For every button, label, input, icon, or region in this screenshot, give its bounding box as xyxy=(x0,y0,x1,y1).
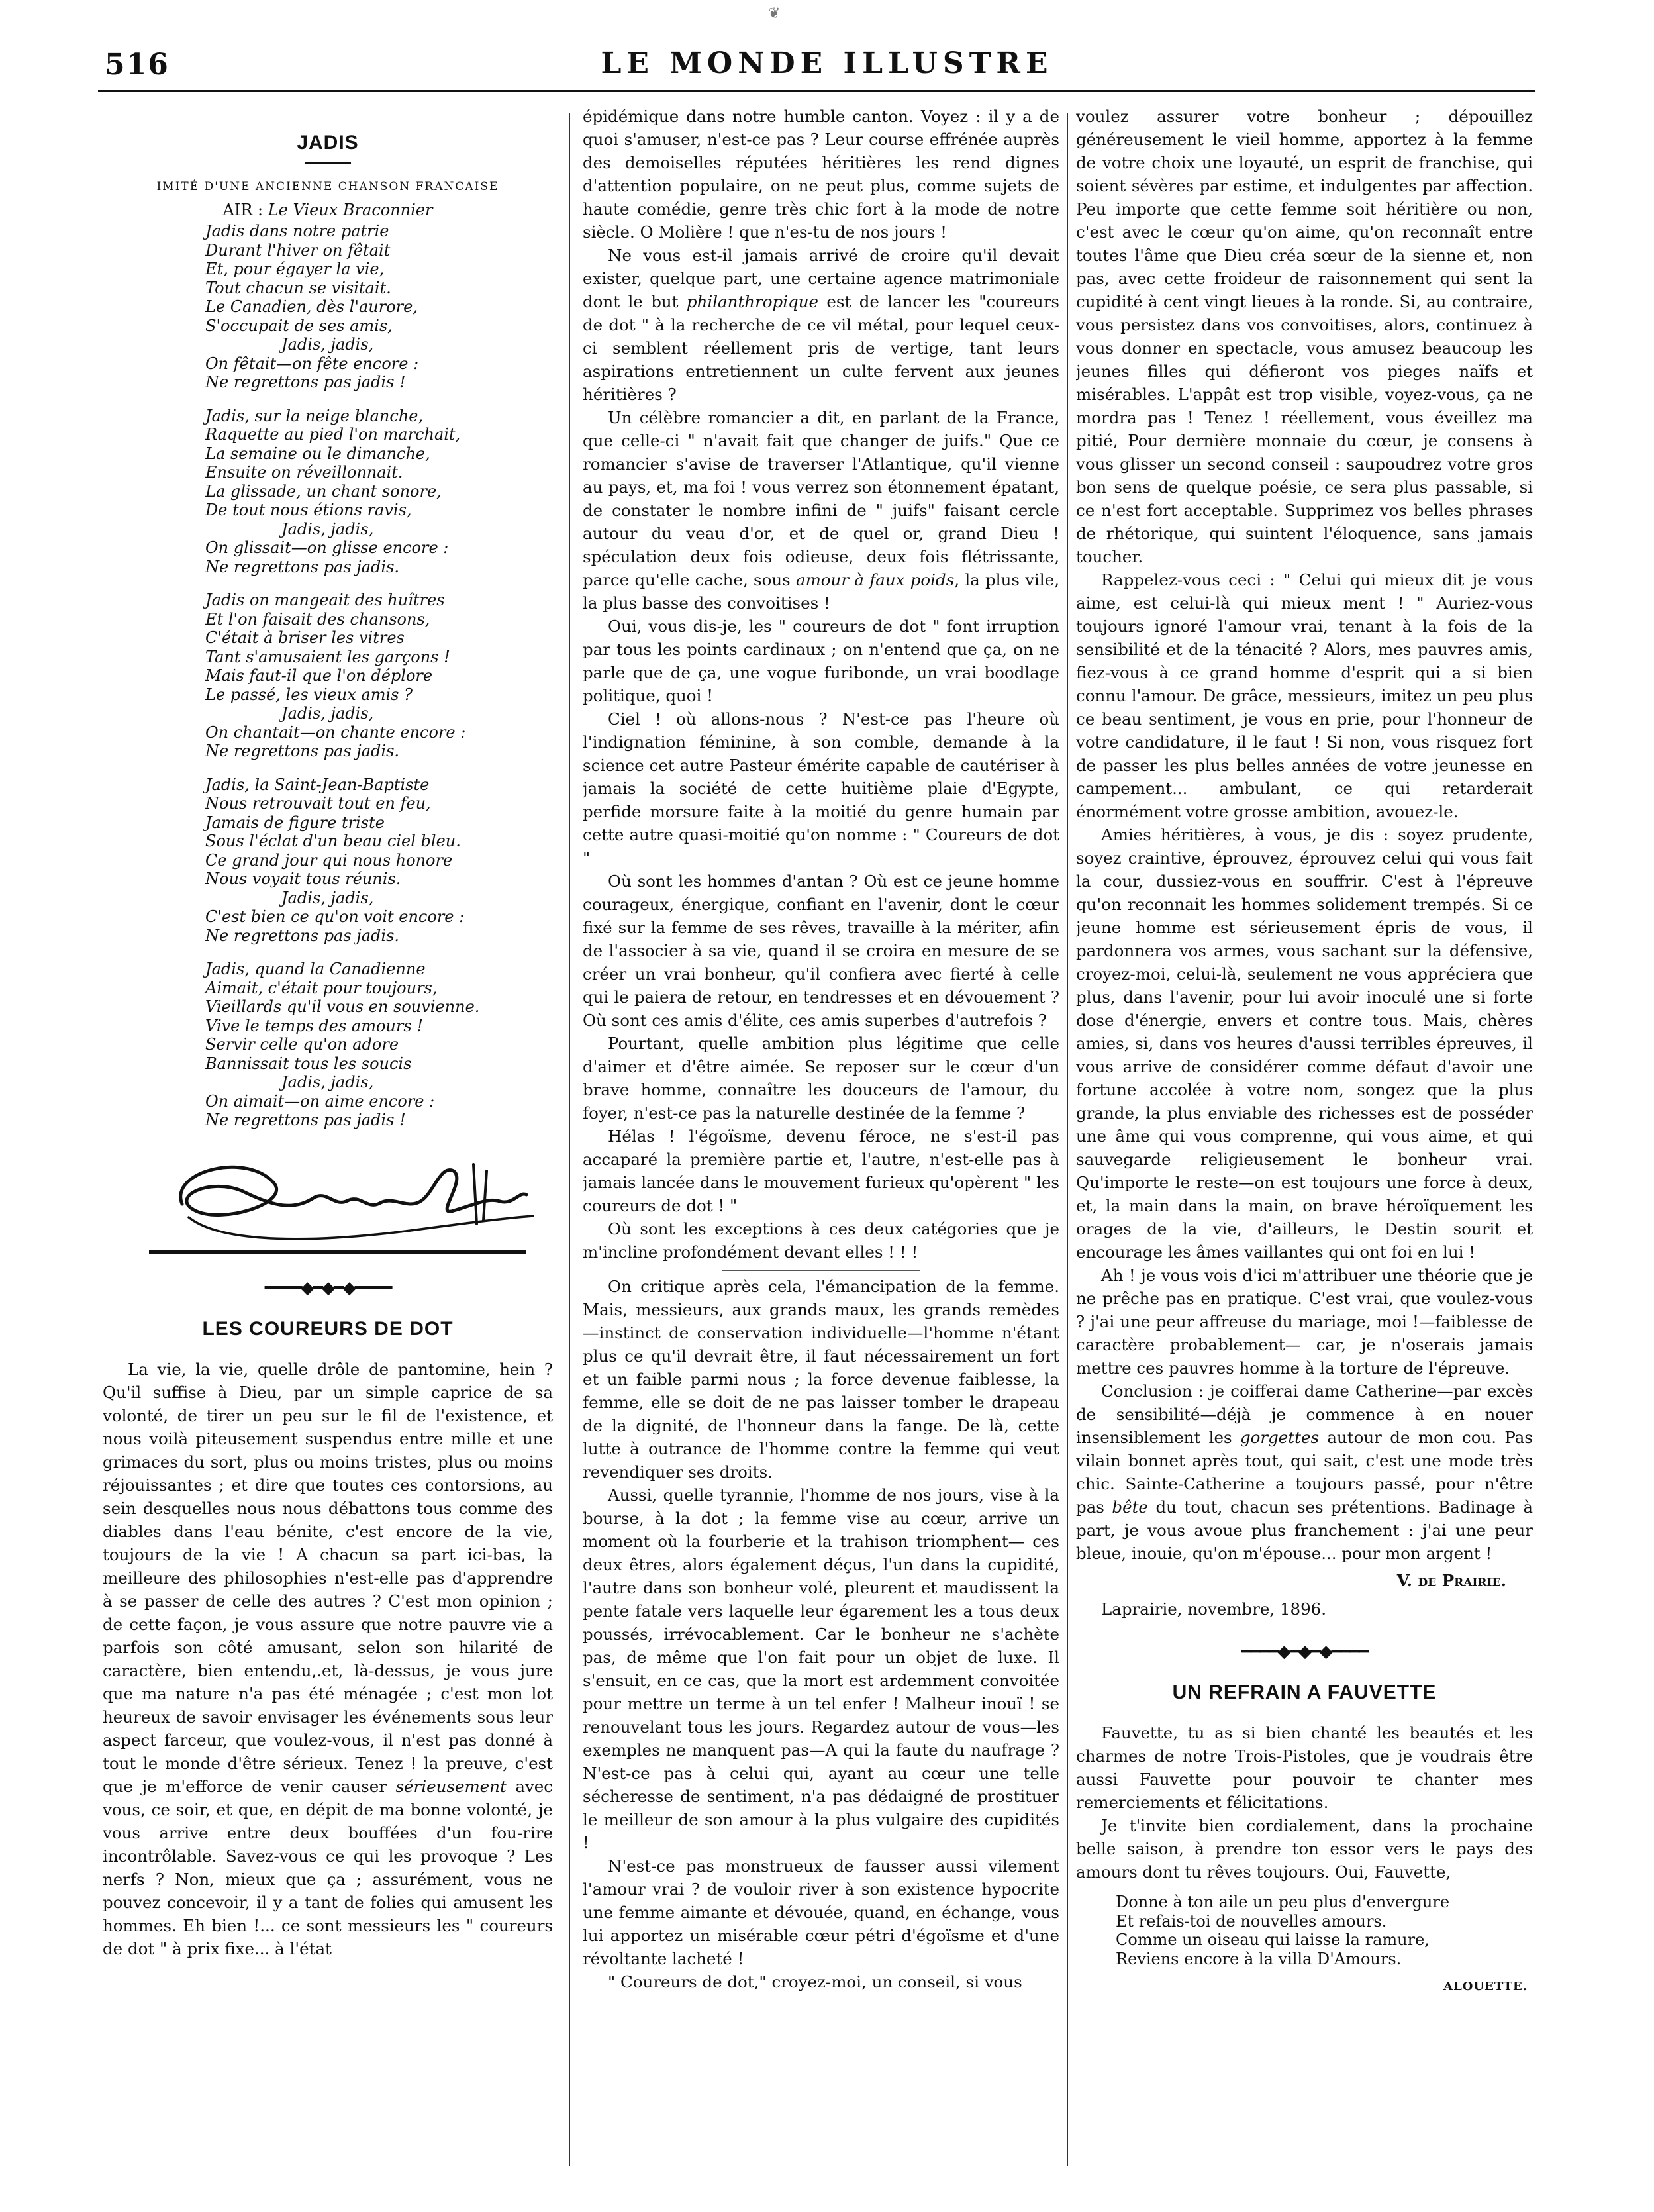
poem-line: Vive le temps des amours ! xyxy=(205,1016,423,1035)
paragraph: N'est-ce pas monstrueux de fausser aussi vilement l'amour vrai ? de vouloir river à son existence hypocrite une femme aimante et dévouée, quand, en échange, vous lui apportez un misérable cœur pétri d'égoïsme et d'une révoltante lacheté ! xyxy=(583,1856,1059,1968)
place-date: Laprairie, novembre, 1896. xyxy=(1101,1599,1327,1619)
paragraph: Où sont les exceptions à ces deux catégories que je m'incline profondément devant elles ! ! ! xyxy=(583,1219,1059,1262)
poem-line: Servir celle qu'on adore xyxy=(205,1035,399,1054)
poem-line: Et l'on faisait des chansons, xyxy=(205,609,430,628)
poem-line: Jadis dans notre patrie xyxy=(205,222,389,240)
ornament-divider: ━━━━◆━◆━◆━━━━ xyxy=(1241,1642,1368,1662)
poem-line: Et, pour égayer la vie, xyxy=(205,260,385,278)
poem-line: Ne regrettons pas jadis ! xyxy=(205,1111,406,1129)
paragraph: " Coureurs de dot," croyez-moi, un conseil, si vous xyxy=(608,1972,1022,1991)
poem-line: Tant s'amusaient les garçons ! xyxy=(205,647,450,666)
paragraph: La vie, la vie, quelle drôle de pantomine, hein ? Qu'il suffise à Dieu, par un simple caprice de sa volonté, de tirer un peu sur le fil de l'existence, et nous voilà piteusement suspendus entre mille et une grimaces du sort, plus ou moins tristes, plus ou moins réjouissantes ; et dire que toutes ces contorsions, au sein desquelles nous nous débattons tous comme des diables dans l'eau bénite, c'est encore de la vie, toujours de la vie ! A chacun sa part ici-bas, la meilleure des philosophies n'est-elle pas d'apprendre à se passer de celle des autres ? C'est mon opinion ; de cette façon, je vous assure que notre pauvre vie a parfois son côté amusant, selon son hilarité de caractère, bien entendu,.et, là-dessus, je vous jure que ma nature n'a pas été ménagée ; c'est mon lot heureux de savoir envisager les événements sous leur aspect farceur, que voulez-vous, il n'est pas donné à tout le monde d'être sérieux. Tenez ! la preuve, c'est que je m'efforce de venir causer sérieusement avec vous, ce soir, et que, en dépit de ma bonne volonté, je vous arrive entre deux bouffées d'un fou-rire incontrôlable. Savez-vous ce qui les provoque ? Les nerfs ? Non, mieux que ça ; assurément, vous ne pouvez concevoir, il y a tant de folies qui amusent les hommes. Eh bien !... ce sont messieurs les " coureurs de dot " à prix fixe... à l'état xyxy=(103,1359,553,1958)
poem-line: Tout chacun se visitait. xyxy=(205,278,391,297)
poem-stanzas xyxy=(103,222,553,1130)
paragraph: On critique après cela, l'émancipation de la femme. Mais, messieurs, aux grands maux, les grands remèdes —instinct de conservation individuelle—l'homme n'étant plus ce qu'il devrait être, il faut nécessairement un fort et un faible parmi nous ; la force devenue faiblesse, la femme, elle se doit de ne pas laisser tomber le drapeau de la dignité, de l'honneur dans la fange. De là, cette lutte à outrance de l'homme contre la femme qui veut revendiquer ses droits. xyxy=(583,1277,1059,1482)
poem-line: C'est bien ce qu'on voit encore : xyxy=(205,907,465,926)
jadis-subtitle: IMITÉ D'UNE ANCIENNE CHANSON FRANCAISE xyxy=(156,180,499,193)
poem-line: Raquette au pied l'on marchait, xyxy=(205,425,461,444)
poem-line: Jadis, jadis, xyxy=(281,1073,374,1091)
poem-stanza xyxy=(205,591,553,761)
fauvette-title: UN REFRAIN A FAUVETTE xyxy=(1172,1682,1437,1703)
paragraph: Amies héritières, à vous, je dis : soyez prudente, soyez craintive, éprouvez, éprouvez celui qui vous fait la cour, dussiez-vous en souffrir. C'est à l'épreuve qu'on reconnait les hommes solidement trempés. Si ce jeune homme est sérieusement épris de vous, il pardonnera vos armes, vous sachant sur la défensive, croyez-moi, celui-là, seulement ne vous appréciera que plus, dans l'avenir, pour lui avoir inoculé une si forte dose d'énergie, envers et contre tous. Mais, chères amies, si, dans vos heures d'aussi terribles épreuves, il vous arrive de considérer comme défaut d'avoir une fortune accolée à votre nom, songez que la plus grande, la plus enviable des richesses est de posséder une âme qui vous comprenne, qui vous aime, et qui sauvegarde religieusement le bonheur vrai. Qu'importe le reste—on est toujours une force à deux, et, la main dans la main, on brave héroïquement les orages de la vie, d'ailleurs, le Destin sourit et encourage les âmes vaillantes qui ont foi en lui ! xyxy=(1076,825,1533,1262)
poem-line: Durant l'hiver on fêtait xyxy=(205,240,391,260)
poem-line: Ce grand jour qui nous honore xyxy=(205,850,453,870)
poem-line: On glissait—on glisse encore : xyxy=(205,538,449,557)
verse-line: Donne à ton aile un peu plus d'envergure xyxy=(1116,1893,1450,1911)
poem-line: Vieillards qu'il vous en souvienne. xyxy=(205,997,480,1016)
paragraph: Pourtant, quelle ambition plus légitime que celle d'aimer et d'être aimée. Se reposer sur le cœur d'un brave homme, connaître les douceurs de l'amour, du foyer, n'est-ce pas la naturelle destinée de la femme ? xyxy=(583,1034,1059,1123)
paragraph: Où sont les hommes d'antan ? Où est ce jeune homme courageux, énergique, confiant en l'avenir, dont le cœur fixé sur la femme de ses rêves, travaille à la mériter, afin de l'associer à sa vie, quand il se croira en mesure de se créer un vrai bonheur, qu'il confiera avec fierté à celle qui le paiera de retour, en tendresses et en dévouement ? Où sont ces amis d'élite, ces amis superbes d'autrefois ? xyxy=(583,872,1059,1030)
poem-stanza xyxy=(205,222,553,392)
poem-line: Jadis, quand la Canadienne xyxy=(205,960,426,978)
poem-line: Nous retrouvait tout en feu, xyxy=(205,794,431,813)
poem-stanza xyxy=(205,960,553,1130)
paragraph: Ah ! je vous vois d'ici m'attribuer une théorie que je ne prêche pas en pratique. C'est vrai, que voulez-vous ? j'ai une peur affreuse du mariage, moi !—faiblesse de caractère probablement— car, je n'oserais jamais mettre ces pauvres homme à la torture de l'épreuve. xyxy=(1076,1266,1533,1378)
poem-line: Le passé, les vieux amis ? xyxy=(205,685,413,704)
paragraph: Hélas ! l'égoïsme, devenu féroce, ne s'est-il pas accaparé la première partie et, l'autre, n'est-elle pas à jamais lancée dans le mouvement furieux qu'opèrent " les coureurs de dot ! " xyxy=(583,1127,1059,1215)
column-right xyxy=(1076,105,1533,2171)
column-left xyxy=(103,105,553,2171)
poem-line: Jadis on mangeait des huîtres xyxy=(205,591,445,609)
printer-mark: ❦ xyxy=(768,5,781,22)
poem-line: Jadis, sur la neige blanche, xyxy=(205,406,424,425)
verse-line: Et refais-toi de nouvelles amours. xyxy=(1116,1911,1387,1931)
poem-line: Ensuite on réveillonnait. xyxy=(205,463,403,481)
paragraph: Conclusion : je coifferai dame Catherine—par excès de sensibilité—déjà je commence à en nouer insensiblement les gorgettes autour de mon cou. Pas vilain bonnet après tout, qui sait, c'est une mode très chic. Sainte-Catherine a toujours passé, pour n'être pas bête du tout, chacun ses prétentions. Badinage à part, je vous avoue plus franchement : j'ai une peur bleue, inouie, qu'on m'épouse... pour mon argent ! xyxy=(1076,1382,1533,1563)
paragraph: épidémique dans notre humble canton. Voyez : il y a de quoi s'amuser, n'est-ce pas ? Leur course effrénée auprès des demoiselles réputées héritières les rend dignes d'attention populaire, on ne peut plus, comme sujets de haute comédie, genre très chic fort à la mode de notre siècle. O Molière ! que n'es-tu de nos jours ! xyxy=(583,107,1059,242)
jadis-air: AIR : Le Vieux Braconnier xyxy=(222,201,433,219)
paragraph: Fauvette, tu as si bien chanté les beautés et les charmes de notre Trois-Pistoles, que je voudrais être aussi Fauvette pour pouvoir te chanter mes remerciements et félicitations. xyxy=(1076,1723,1533,1812)
verse-line: Reviens encore à la villa D'Amours. xyxy=(1116,1949,1402,1968)
paragraph: Ne vous est-il jamais arrivé de croire qu'il devait exister, quelque part, une certaine agence matrimoniale dont le but philanthropique est de lancer les "coureurs de dot " à la recherche de ce vil métal, pour lequel ceux-ci semblent réellement pris de vertige, tant leurs aspirations entretiennent un culte fervent aux jeunes héritières ? xyxy=(583,246,1059,404)
poem-line: Mais faut-il que l'on déplore xyxy=(205,666,433,685)
masthead: LE MONDE ILLUSTRE xyxy=(601,46,1053,80)
poem-stanza xyxy=(205,407,553,577)
poem-line: Aimait, c'était pour toujours, xyxy=(205,978,438,997)
column-middle xyxy=(583,105,1059,2171)
paragraph: Aussi, quelle tyrannie, l'homme de nos jours, vise à la bourse, à la dot ; la femme vise au cœur, arrive un moment où la fourberie et la trahison triomphent— ces deux êtres, alors également déçus, l'un dans la cupidité, l'autre dans son bonheur volé, pleurent et maudissent la pente fatale vers laquelle leur égarement les a tous deux poussés, irrévocablement. Car le bonheur ne s'achète pas, de même que l'on fait pour un objet de luxe. Il s'ensuit, en ce cas, que la mort est ardemment convoitée pour mettre un terme à un tel enfer ! Malheur inouï ! se renouvelant tous les jours. Regardez autour de vous—les exemples ne manquent pas—A qui la faute du naufrage ? N'est-ce pas à celui qui, ayant au cœur une telle sécheresse de sentiment, n'a pas dédaigné de prostituer le meilleur de son amour à la plus vulgaire des cupidités ! xyxy=(583,1485,1059,1852)
title-rule xyxy=(305,162,351,164)
column-divider xyxy=(1067,113,1068,2166)
paragraph: Je t'invite bien cordialement, dans la prochaine belle saison, à prendre ton essor vers le pays des amours dont tu rêves toujours. Oui, Fauvette, xyxy=(1076,1816,1533,1882)
poem-line: Le Canadien, dès l'aurore, xyxy=(205,297,418,316)
poem-line: Jadis, jadis, xyxy=(281,335,374,354)
column-divider xyxy=(569,113,570,2166)
author-signature: ALOUETTE. xyxy=(1443,1980,1528,1993)
poem-line: On fêtait—on fête encore : xyxy=(205,354,419,373)
page-number: 516 xyxy=(105,48,170,81)
poem-line: Ne regrettons pas jadis. xyxy=(205,742,400,760)
signature xyxy=(142,1144,553,1264)
poem-line: Jadis, jadis, xyxy=(281,704,374,723)
poem-line: Nous voyait tous réunis. xyxy=(205,870,401,888)
poem-line: On chantait—on chante encore : xyxy=(205,723,466,742)
poem-line: Jadis, jadis, xyxy=(281,519,374,538)
section-rule xyxy=(722,1270,920,1271)
poem-line: Jadis, la Saint-Jean-Baptiste xyxy=(205,775,430,794)
poem-line: La semaine ou le dimanche, xyxy=(205,444,430,463)
poem-line: On aimait—on aime encore : xyxy=(205,1091,435,1111)
poem-line: Jamais de figure triste xyxy=(205,813,385,832)
poem-line: Ne regrettons pas jadis. xyxy=(205,557,400,576)
paragraph: Un célèbre romancier a dit, en parlant de la France, que celle-ci " n'avait fait que changer de juifs." Que ce romancier s'avise de traverser l'Atlantique, qu'il vienne au pays, et, ma foi ! vous verrez son étonnement épatant, de constater le nombre infini de " juifs" faisant cercle autour du veau d'or, et de quel or, grand Dieu ! spéculation deux fois odieuse, deux fois flétrissante, parce qu'elle cache, sous amour à faux poids, la plus vile, la plus basse des convoitises ! xyxy=(583,408,1059,613)
poem-line: Ne regrettons pas jadis ! xyxy=(205,373,406,391)
poem-stanza xyxy=(205,776,553,946)
poem-line: De tout nous étions ravis, xyxy=(205,501,412,519)
poem-line: La glissade, un chant sonore, xyxy=(205,481,442,501)
fauvette-verse xyxy=(1116,1893,1533,1968)
poem-line: Bannissait tous les soucis xyxy=(205,1054,412,1073)
poem-line: Jadis, jadis, xyxy=(281,888,374,907)
poem-line: Sous l'éclat d'un beau ciel bleu. xyxy=(205,832,461,850)
header-rule xyxy=(98,90,1535,92)
poem-line: S'occupait de ses amis, xyxy=(205,316,393,335)
signature-image xyxy=(142,1144,540,1264)
paragraph: Oui, vous dis-je, les " coureurs de dot " font irruption par tous les points cardinaux ; on n'entend que ça, on ne parle que de ça, une vogue furibonde, un vrai boodlage politique, quoi ! xyxy=(583,617,1059,705)
poem-line: C'était à briser les vitres xyxy=(205,628,405,647)
ornament-divider: ━━━━◆━◆━◆━━━━ xyxy=(264,1278,391,1298)
coureurs-title: LES COUREURS DE DOT xyxy=(202,1317,454,1340)
jadis-title: JADIS xyxy=(297,132,359,154)
poem-line: Ne regrettons pas jadis. xyxy=(205,926,400,945)
paragraph: Ciel ! où allons-nous ? N'est-ce pas l'heure où l'indignation féminine, à son comble, demande à la science cet autre Pasteur émérite capable de cautériser à jamais la société de cette huitième plaie d'Egypte, perfide morsure faite à la moitié du genre humain par cette autre quasi-moitié qu'on nomme : " Coureurs de dot " xyxy=(583,709,1059,868)
verse-line: Comme un oiseau qui laisse la ramure, xyxy=(1116,1931,1430,1949)
author-signature: V. de Prairie. xyxy=(1396,1571,1506,1590)
paragraph: Rappelez-vous ceci : " Celui qui mieux dit je vous aime, est celui-là qui mieux ment ! " Auriez-vous toujours ignoré l'amour vrai, tenant à la fois de la sensibilité et de la ténacité ? Alors, mes pauvres amis, fiez-vous à ce grand homme d'esprit qui a si bien connu l'amour. De grâce, messieurs, imitez un peu plus ce beau sentiment, je vous en prie, pour l'honneur de votre candidature, il le faut ! Si non, vous risquez fort de passer les plus belles années de votre jeunesse en campement... ambulant, ce qui retarderait énormément votre grosse ambition, avouez-le. xyxy=(1076,570,1533,821)
paragraph: voulez assurer votre bonheur ; dépouillez généreusement le vieil homme, apportez à la femme de votre choix une loyauté, un esprit de franchise, qui soient sévères par estime, et indulgentes par affection. Peu importe que cette femme soit héritière ou non, c'est avec le cœur qu'on aime, qu'on reconnaît entre toutes l'âme que Dieu créa sœur de la sienne et, non pas, avec cette froideur de raisonnement qui sent la cupidité à cent vingt lieues à la ronde. Si, au contraire, vous persistez dans vos convoitises, alors, continuez à vous donner en spectacle, vous amusez beaucoup les jeunes filles qui défieront vos pieges naïfs et misérables. L'appât est trop visible, voyez-vous, ça ne mordra pas ! Tenez ! réellement, vous éveillez ma pitié, Pour dernière monnaie du cœur, je consens à vous glisser un second conseil : saupoudrez votre gros bon sens de quelque poésie, ce sera plus passable, si ce n'est fort acceptable. Supprimez vos belles phrases de rhétorique, qui suintent l'éloquence, sans jamais toucher. xyxy=(1076,107,1533,566)
